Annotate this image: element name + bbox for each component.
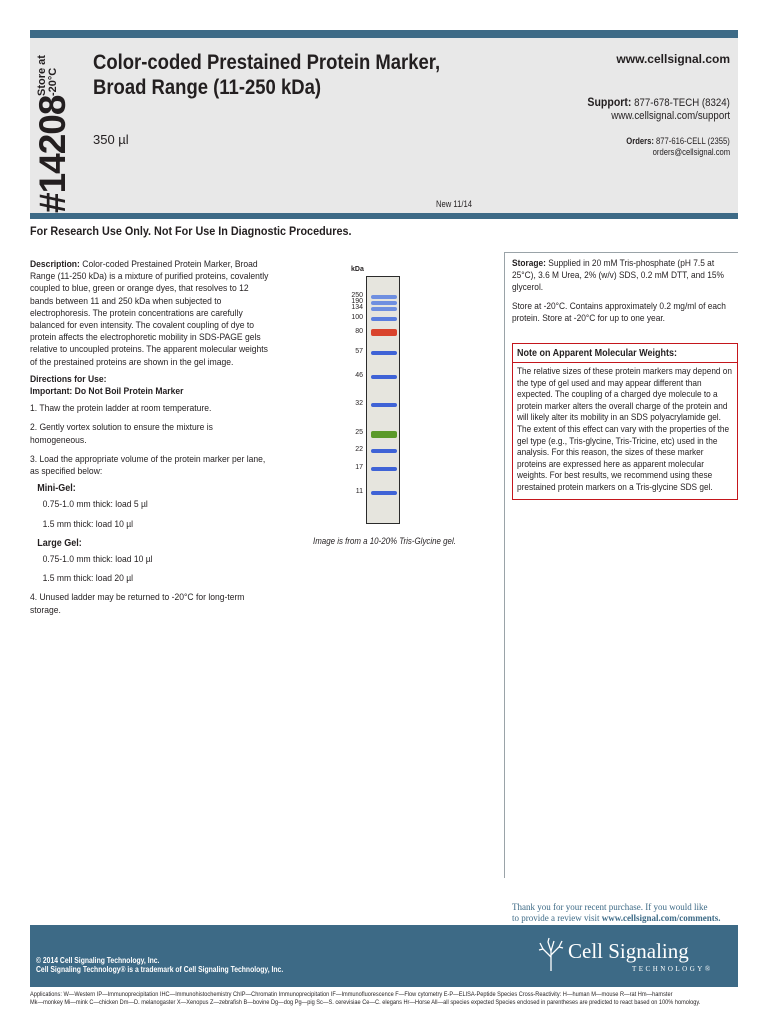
applications-line-2: Mk—monkey Mi—mink C—chicken Dm—D. melanogaster X—Xenopus Z—zebrafish B—bovine Dg—dog Pg—pig Sc—S. cerevisiae Ce—C. elegans Hr—Horse All—all species expected Species enclosed in parentheses are predicted to react based on 100% homology. (30, 999, 701, 1006)
gel-band-250 (371, 295, 397, 299)
gel-band-25 (371, 431, 397, 438)
mw-label-46: 46 (355, 372, 363, 380)
kda-unit-label: kDa (351, 266, 364, 273)
mw-label-57: 57 (355, 347, 363, 355)
mw-label-100: 100 (351, 314, 363, 322)
storage-top-rule (504, 252, 738, 253)
storage-column (512, 258, 736, 332)
step-3: 3. Load the appropriate volume of the protein marker per lane, as specified below: (30, 453, 266, 478)
logo-wordmark: Cell Signaling (568, 939, 689, 963)
applications-line-1: Applications: W—Western IP—Immunoprecipitation IHC—Immunohistochemistry ChIP—Chromatin Immunoprecipitation IF—Immunofluorescence F—Flow cytometry E-P—ELISA-Peptide Species Cross-Reactivity: H—human M—mouse R—rat Hm—hamster (30, 991, 673, 998)
mw-label-190: 190 (351, 298, 363, 306)
description-text: Color-coded Prestained Protein Marker, Broad Range (11-250 kDa) is a mixture of purified proteins, covalently coupled to blue, green or orange dyes, that resolves to 12 bands between 11 and 250 kDa when subjected to electrophoresis. The protein concentrations are carefully balanced for even intensity. The covalent coupling of dye to protein affects the electrophoretic mobility in SDS-PAGE gels relative to uncoupled proteins. The apparent molecular weights of the prestained proteins are shown in the gel image. (30, 259, 269, 368)
mw-label-250: 250 (351, 291, 363, 299)
review-line-2 (512, 913, 720, 924)
gel-band-46 (371, 375, 397, 379)
orders-phone (626, 136, 730, 146)
mw-label-25: 25 (355, 429, 363, 437)
storage-label: Storage: (512, 258, 546, 269)
footer-bar (30, 925, 738, 987)
copyright-line-2: Cell Signaling Technology® is a trademark of Cell Signaling Technology, Inc. (36, 965, 284, 974)
molecular-weight-note-box (512, 343, 738, 500)
support-phone (588, 95, 730, 109)
gel-band-80 (371, 329, 397, 336)
storage-paragraph-2: Store at -20°C. Contains approximately 0.2 mg/ml of each protein. Store at -20°C for up to one year. (512, 301, 726, 324)
revision-date: New 11/14 (436, 199, 473, 209)
gel-band-11 (371, 491, 397, 495)
mw-label-134: 134 (351, 304, 363, 312)
logo-tagline: TECHNOLOGY® (632, 965, 713, 973)
description-column (30, 259, 270, 622)
note-title: Note on Apparent Molecular Weights: (517, 348, 678, 359)
mw-label-22: 22 (355, 445, 363, 453)
orders-phone-number: 877-616-CELL (2355) (656, 136, 730, 146)
support-label: Support: (587, 95, 632, 109)
storage-text: Supplied in 20 mM Tris-phosphate (pH 7.5 at 25°C), 3.6 M Urea, 2% (w/v) SDS, 0.2 mM DTT, and 15% glycerol. (512, 258, 724, 293)
title-line-1: Color-coded Prestained Protein Marker, (93, 51, 441, 74)
directions-important: Important: Do Not Boil Protein Marker (30, 386, 184, 398)
mw-label-17: 17 (355, 464, 363, 472)
directions-heading: Directions for Use: (30, 373, 107, 385)
gel-caption: Image is from a 10-20% Tris-Glycine gel. (313, 536, 456, 546)
gel-image (318, 262, 468, 552)
gel-band-100 (371, 317, 397, 321)
cell-signaling-logo-icon (536, 937, 566, 973)
applications-legend (30, 991, 725, 1007)
large-gel-thin: 0.75-1.0 mm thick: load 10 µl (42, 554, 153, 566)
gel-lane (366, 276, 400, 524)
gel-band-134 (371, 307, 397, 311)
company-logo (532, 937, 732, 981)
gel-band-17 (371, 467, 397, 471)
gel-band-190 (371, 301, 397, 305)
header-top-bar (30, 30, 738, 38)
header-bottom-bar (30, 213, 738, 219)
gel-band-32 (371, 403, 397, 407)
mw-label-11: 11 (355, 487, 363, 495)
review-prefix: to provide a review visit (512, 913, 602, 923)
description-paragraph (30, 259, 269, 369)
note-divider (513, 362, 737, 363)
description-label: Description: (30, 259, 80, 270)
large-gel-thick: 1.5 mm thick: load 20 µl (42, 573, 134, 585)
store-at-line2: -20°C (47, 67, 59, 96)
store-at-line1: Store at (36, 55, 48, 96)
storage-paragraph (512, 258, 736, 294)
orders-label: Orders: (626, 136, 655, 146)
mini-gel-thick: 1.5 mm thick: load 10 µl (42, 518, 134, 530)
support-url[interactable]: www.cellsignal.com/support (611, 110, 730, 122)
research-use-notice: For Research Use Only. Not For Use In Diagnostic Procedures. (30, 224, 352, 238)
column-divider (504, 252, 505, 878)
copyright-notice (36, 956, 283, 974)
review-link[interactable]: www.cellsignal.com/comments. (601, 913, 721, 923)
review-line-1: Thank you for your recent purchase. If you would like (512, 902, 708, 912)
store-at-label (37, 36, 59, 96)
note-body: The relative sizes of these protein markers may depend on the type of gel used and may appear different than expected. The coupling of a charged dye molecule to a protein marker alters the overall charge of the protein and will likely alter its mobility in an SDS polyacrylamide gel. The extent of this effect can vary with the properties of the gel type (e.g., Tris-glycine, Tris-Tricine, etc) used in the analysis. For this reason, the sizes of these marker proteins are expressed here as apparent molecular weights. For best results, we recommend using these prestained protein markers on a Tris-glycine SDS gel. (517, 366, 733, 493)
mini-gel-heading: Mini-Gel: (37, 483, 76, 495)
step-1: 1. Thaw the protein ladder at room temperature. (30, 403, 212, 415)
step-4: 4. Unused ladder may be returned to -20°C for long-term storage. (30, 592, 245, 616)
large-gel-heading: Large Gel: (37, 537, 82, 549)
product-volume: 350 µl (93, 132, 129, 147)
orders-email[interactable]: orders@cellsignal.com (652, 147, 730, 157)
step-2: 2. Gently vortex solution to ensure the mixture is homogeneous. (30, 422, 213, 446)
title-line-2: Broad Range (11-250 kDa) (93, 76, 322, 99)
copyright-line-1: © 2014 Cell Signaling Technology, Inc. (36, 956, 160, 965)
gel-band-57 (371, 351, 397, 355)
support-phone-number: 877-678-TECH (8324) (634, 97, 730, 109)
website-link[interactable]: www.cellsignal.com (616, 52, 730, 66)
catalog-number: #14208 (32, 95, 73, 213)
review-invitation (512, 902, 720, 924)
gel-band-22 (371, 449, 397, 453)
mw-label-80: 80 (355, 327, 363, 335)
mw-label-32: 32 (355, 399, 363, 407)
mini-gel-thin: 0.75-1.0 mm thick: load 5 µl (42, 499, 148, 511)
product-title (93, 50, 441, 100)
